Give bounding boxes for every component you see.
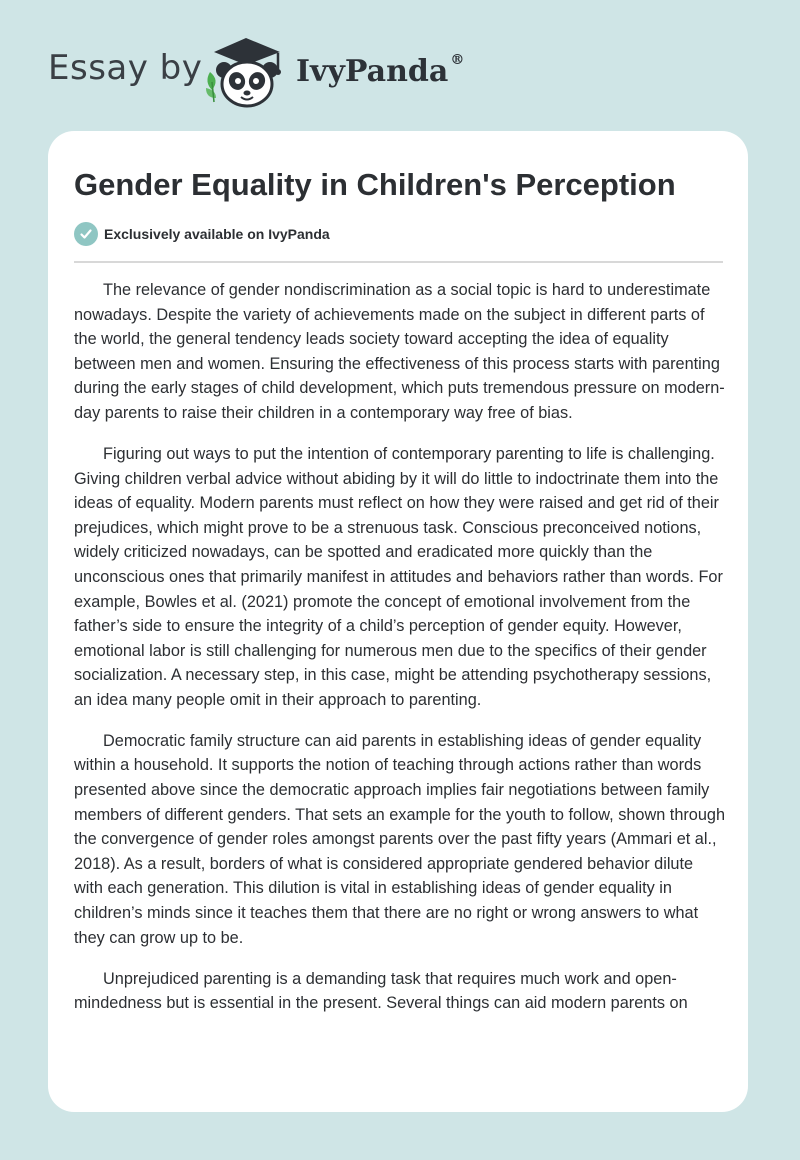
exclusive-badge [74, 221, 330, 247]
exclusive-badge-label: Exclusively available on IvyPanda [104, 226, 330, 242]
essay-body [74, 278, 726, 1032]
registered-mark: ® [450, 52, 465, 68]
paragraph: Democratic family structure can aid parents in establishing ideas of gender equality within a household. It supports the notion of teaching through actions rather than words presented above since the democratic approach implies fair negotiations between family members of different genders. That sets an example for the youth to follow, shown through the convergence of gender roles amongst parents over the past fifty years (Ammari et al., 2018). As a result, borders of what is considered appropriate gendered behavior dilute with each generation. This dilution is vital in establishing ideas of gender equality in children’s minds since it teaches them that there are no right or wrong answers to what they can grow up to be. [74, 731, 726, 947]
brand-name: IvyPanda ® [296, 52, 465, 89]
essay-by-label: Essay by [48, 48, 203, 88]
page-title: Gender Equality in Children's Perception [74, 167, 676, 202]
panda-logo-icon [200, 32, 292, 112]
paragraph: The relevance of gender nondiscrimination as a social topic is hard to underestimate nowadays. Despite the variety of achievements made on the subject in different parts of the world, the general tendency leads society toward accepting the idea of equality between men and women. Ensuring the effectiveness of this process starts with parenting during the early stages of child development, which puts tremendous pressure on modern-day parents to raise their children in a contemporary way free of bias. [74, 281, 725, 422]
check-icon [74, 222, 98, 246]
paragraph: Figuring out ways to put the intention of contemporary parenting to life is challenging. Giving children verbal advice without abiding by it will do little to indoctrinate them into the ideas of equality. Modern parents must reflect on how they were raised and get rid of their prejudices, which might prove to be a strenuous task. Conscious preconceived notions, widely criticized nowadays, can be spotted and eradicated more quickly than the unconscious ones that primarily manifest in attitudes and behaviors rather than words. For example, Bowles et al. (2021) promote the concept of emotional involvement from the father’s side to ensure the integrity of a child’s perception of gender equity. However, emotional labor is still challenging for numerous men due to the specifics of their gender socialization. A necessary step, in this case, might be attending psychotherapy sessions, an idea many people omit in their approach to parenting. [74, 444, 723, 709]
site-header [0, 0, 800, 125]
essay-card [48, 131, 748, 1112]
paragraph: Unprejudiced parenting is a demanding task that requires much work and open-mindedness but is essential in the present. Several things can aid modern parents on [74, 969, 688, 1013]
divider [74, 261, 723, 263]
